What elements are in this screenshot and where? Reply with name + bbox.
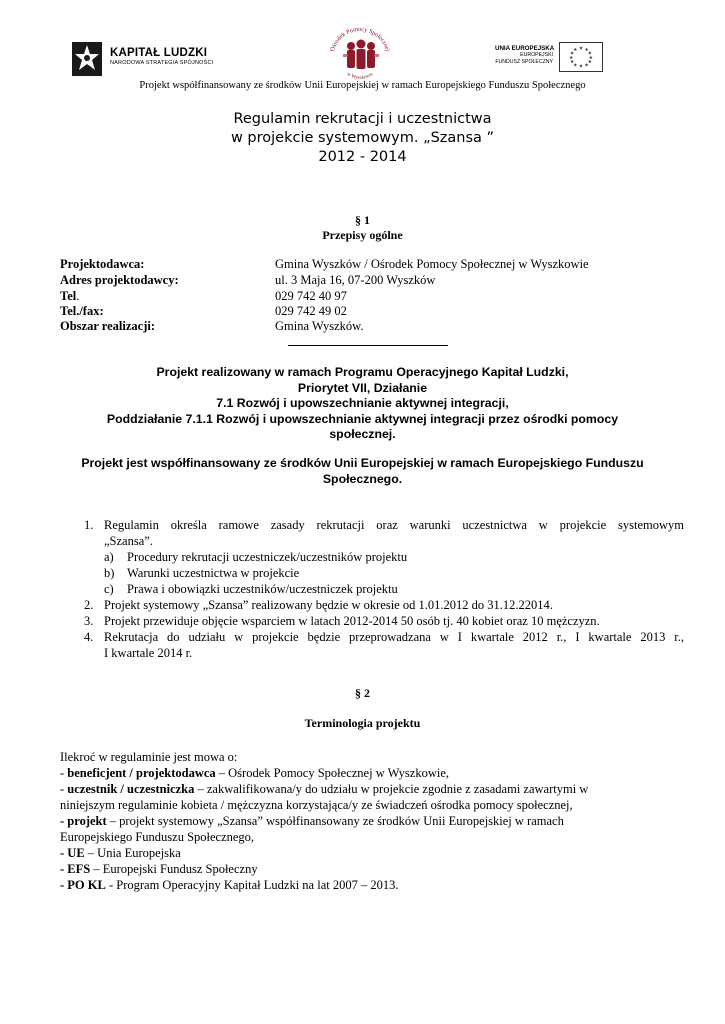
info-label: Tel.	[60, 289, 80, 303]
term-name: uczestnik / uczestniczka	[67, 782, 195, 796]
info-label: Projektodawca:	[60, 257, 145, 271]
sub-item-letter: c)	[104, 582, 114, 596]
svg-text:★: ★	[584, 48, 589, 54]
sub-item-letter: a)	[104, 550, 114, 564]
term-row: - UE – Unia Europejska	[60, 846, 181, 860]
svg-text:★: ★	[570, 51, 575, 57]
list-number: 2.	[84, 598, 94, 612]
svg-text:★: ★	[578, 46, 584, 52]
term-name: projekt	[67, 814, 107, 828]
eu-logo-title: UNIA EUROPEJSKA	[495, 45, 555, 52]
sub-item-text: Prawa i obowiązki uczestników/uczestniczek projektu	[127, 582, 398, 596]
term-name: UE	[67, 846, 85, 860]
sub-item-text: Warunki uczestnictwa w projekcie	[127, 566, 300, 580]
title-line-3: 2012 - 2014	[318, 149, 407, 165]
program-line: Poddziałanie 7.1.1 Rozwój i upowszechnianie aktywnej integracji przez ośrodki pomocy	[106, 411, 619, 426]
svg-text:★: ★	[588, 55, 593, 61]
ops-logo-arc-text: Ośrodek Pomocy Społecznej	[328, 26, 392, 53]
kapital-ludzki-logo-subtitle: NARODOWA STRATEGIA SPÓJNOŚCI	[110, 60, 214, 66]
program-line: Priorytet VII, Działanie	[297, 380, 428, 395]
list-number: 4.	[84, 630, 94, 644]
svg-text:★: ★	[587, 60, 592, 66]
info-value: Gmina Wyszków / Ośrodek Pomocy Społecznej w Wyszkowie	[275, 257, 589, 271]
terminology-intro: Ilekroć w regulaminie jest mowa o:	[60, 750, 238, 764]
cofinance-line: Społecznego.	[322, 471, 403, 486]
svg-text:★: ★	[578, 64, 584, 70]
term-row-continuation	[60, 797, 640, 813]
term-definition: - Program Operacyjny Kapitał Ludzki na lat 2007 – 2013.	[105, 878, 399, 892]
sub-item-letter: b)	[104, 566, 115, 580]
list-number: 1.	[84, 518, 94, 532]
cofinance-line: Projekt jest współfinansowany ze środków Unii Europejskiej w ramach Europejskiego Funduszu	[81, 456, 644, 470]
svg-text:★: ★	[584, 63, 589, 69]
term-row: - projekt – projekt systemowy „Szansa” współfinansowany ze środków Unii Europejskiej w ramach	[60, 814, 564, 828]
eu-logo-line1: EUROPEJSKI	[520, 52, 553, 58]
list-item-2: Projekt systemowy „Szansa” realizowany będzie w okresie od 1.01.2012 do 31.12.22014.	[104, 598, 553, 612]
term-row: - uczestnik / uczestniczka – zakwalifikowana/y do udziału w projekcie zgodnie z zasadami zawartymi w	[60, 782, 589, 796]
kapital-ludzki-logo-title: KAPITAŁ LUDZKI	[110, 47, 208, 59]
term-definition: Europejskiego Funduszu Społecznego,	[60, 830, 255, 844]
list-item-1-line-1: Regulamin określa ramowe zasady rekrutacji oraz warunki uczestnictwa w projekcie systemowym	[104, 518, 684, 532]
svg-text:★: ★	[587, 51, 592, 57]
svg-text:★: ★	[573, 63, 578, 69]
svg-text:★: ★	[570, 60, 575, 66]
svg-text:★: ★	[573, 48, 578, 54]
info-value: Gmina Wyszków.	[275, 319, 364, 333]
section-1-title: Przepisy ogólne	[322, 228, 403, 242]
term-name: beneficjent / projektodawca	[67, 766, 216, 780]
term-definition: – Unia Europejska	[84, 846, 181, 860]
term-definition: – zakwalifikowana/y do udziału w projekcie zgodnie z zasadami zawartymi w	[194, 782, 589, 796]
term-name: EFS	[67, 862, 91, 876]
info-label: Obszar realizacji:	[60, 319, 155, 333]
svg-text:★: ★	[569, 55, 574, 61]
title-line-2: w projekcie systemowym. „Szansa ”	[230, 130, 495, 146]
list-item-4-line-2: I kwartale 2014 r.	[104, 646, 193, 660]
term-definition: niniejszym regulaminie kobieta / mężczyzna korzystająca/y ze świadczeń ośrodka pomocy społecznej,	[60, 798, 573, 812]
program-line: Projekt realizowany w ramach Programu Operacyjnego Kapitał Ludzki,	[156, 365, 569, 379]
term-row-continuation	[60, 829, 640, 845]
term-row: - PO KL - Program Operacyjny Kapitał Ludzki na lat 2007 – 2013.	[60, 878, 399, 892]
list-item-3: Projekt przewiduje objęcie wsparciem w latach 2012-2014 50 osób tj. 40 kobiet oraz 10 mężczyzn.	[104, 614, 600, 628]
info-label: Adres projektodawcy:	[60, 273, 179, 287]
list-item-1-line-2: „Szansa”.	[104, 534, 153, 548]
term-name: PO KL	[67, 878, 106, 892]
term-row: - EFS – Europejski Fundusz Społeczny	[60, 862, 258, 876]
list-item-4-line-1: Rekrutacja do udziału w projekcie będzie przeprowadzana w I kwartale 2012 r., I kwartale 2013 r.,	[104, 630, 684, 644]
section-1-mark: § 1	[355, 213, 370, 227]
program-line: 7.1 Rozwój i upowszechnianie aktywnej integracji,	[216, 396, 509, 410]
info-value: ul. 3 Maja 16, 07-200 Wyszków	[275, 273, 436, 287]
list-number: 3.	[84, 614, 94, 628]
sub-item-text: Procedury rekrutacji uczestniczek/uczestników projektu	[127, 550, 408, 564]
term-row: - beneficjent / projektodawca – Ośrodek Pomocy Społecznej w Wyszkowie,	[60, 766, 450, 780]
term-definition: – Ośrodek Pomocy Społecznej w Wyszkowie,	[215, 766, 450, 780]
term-definition: – projekt systemowy „Szansa” współfinansowany ze środków Unii Europejskiej w ramach	[106, 814, 564, 828]
header-cofinance-caption: Projekt współfinansowany ze środków Unii Europejskiej w ramach Europejskiego Funduszu Społecznego	[139, 80, 586, 91]
info-value: 029 742 40 97	[275, 289, 347, 303]
section-2-title: Terminologia projektu	[304, 716, 421, 730]
title-line-1: Regulamin rekrutacji i uczestnictwa	[233, 111, 492, 127]
info-label: Tel./fax:	[60, 304, 104, 318]
term-definition: – Europejski Fundusz Społeczny	[90, 862, 258, 876]
program-line: społecznej.	[329, 427, 396, 441]
ops-logo-bottom-text: w Wyszkowie	[345, 72, 375, 81]
section-2-mark: § 2	[355, 686, 370, 700]
info-value: 029 742 49 02	[275, 304, 347, 318]
eu-logo-line2: FUNDUSZ SPOŁECZNY	[495, 58, 553, 65]
